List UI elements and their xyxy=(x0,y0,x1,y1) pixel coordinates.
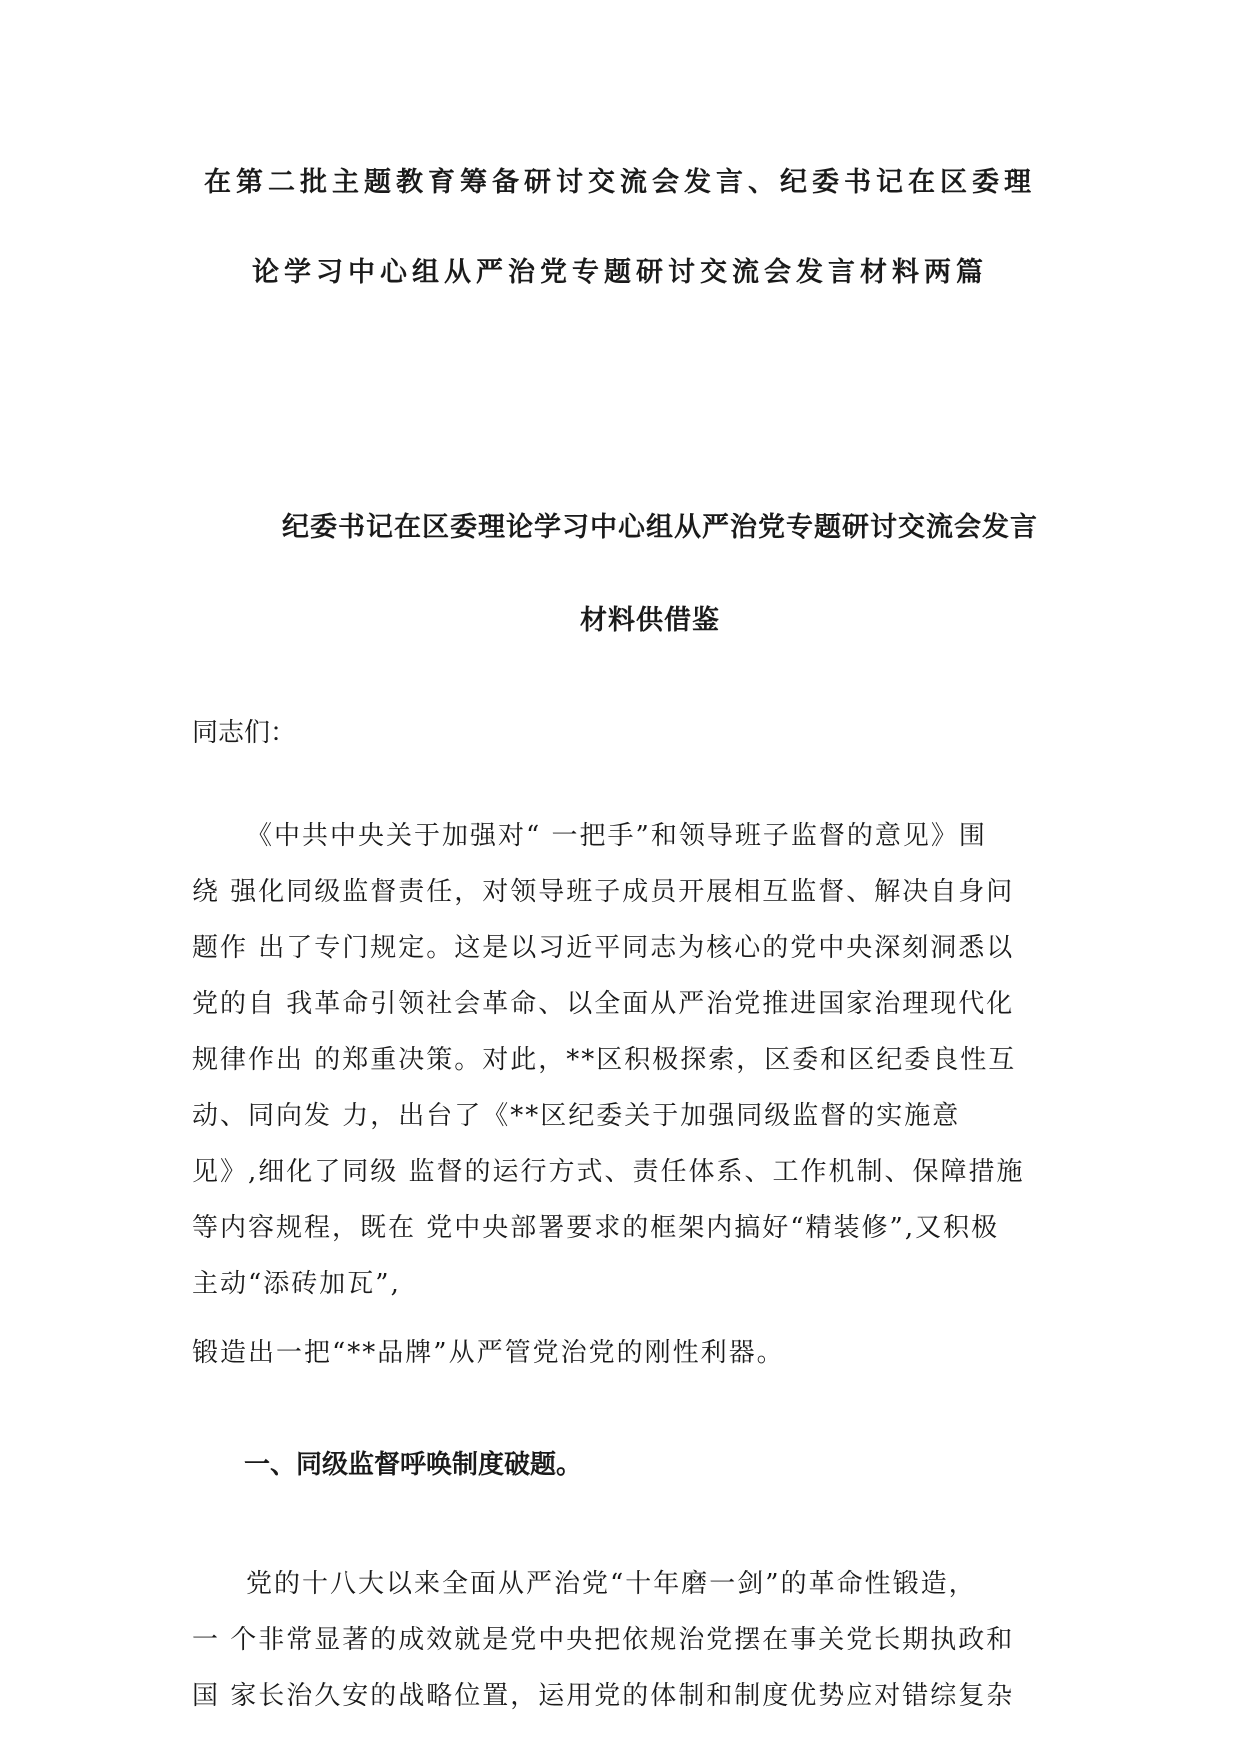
paragraph-1-line: 党的自 我革命引领社会革命、以全面从严治党推进国家治理现代化 xyxy=(192,989,1015,1019)
paragraph-3-line: 国 家长治久安的战略位置，运用党的体制和制度优势应对错综复杂 xyxy=(192,1681,1015,1711)
section-1-heading: 一、同级监督呼唤制度破题。 xyxy=(244,1450,583,1480)
paragraph-3-line: 一 个非常显著的成效就是党中央把依规治党摆在事关党长期执政和 xyxy=(192,1625,1015,1655)
paragraph-1-line: 见》,细化了同级 监督的运行方式、责任体系、工作机制、保障措施 xyxy=(192,1157,1025,1187)
paragraph-1-line: 绕 强化同级监督责任，对领导班子成员开展相互监督、解决自身问 xyxy=(192,877,1015,907)
document-title-line-1: 在第二批主题教育筹备研讨交流会发言、纪委书记在区委理 xyxy=(204,167,1036,198)
salutation: 同志们： xyxy=(192,718,297,748)
paragraph-1-line: 等内容规程，既在 党中央部署要求的框架内搞好“精装修”,又积极 xyxy=(192,1213,1000,1243)
paragraph-1-line: 题作 出了专门规定。这是以习近平同志为核心的党中央深刻洞悉以 xyxy=(192,933,1015,963)
document-title-line-2: 论学习中心组从严治党专题研讨交流会发言材料两篇 xyxy=(252,257,988,288)
paragraph-1-line: 《中共中央关于加强对“ 一把手”和领导班子监督的意见》围 xyxy=(246,821,987,851)
paragraph-3 xyxy=(192,1556,1052,1724)
paragraph-1-line: 主动“添砖加瓦”, xyxy=(192,1269,401,1299)
paragraph-1-line: 规律作出 的郑重决策。对此，**区积极探索，区委和区纪委良性互 xyxy=(192,1045,1017,1075)
paragraph-1-line: 动、同向发 力，出台了《**区纪委关于加强同级监督的实施意 xyxy=(192,1101,961,1131)
paragraph-3-line: 党的十八大以来全面从严治党“十年磨一剑”的革命性锻造， xyxy=(246,1569,977,1599)
article-title-line-1: 纪委书记在区委理论学习中心组从严治党专题研讨交流会发言 xyxy=(282,512,1038,543)
article-title-line-2: 材料供借鉴 xyxy=(580,605,720,636)
paragraph-1 xyxy=(192,808,1052,1312)
paragraph-2: 锻造出一把“**品牌”从严管党治党的刚性利器。 xyxy=(192,1338,785,1368)
